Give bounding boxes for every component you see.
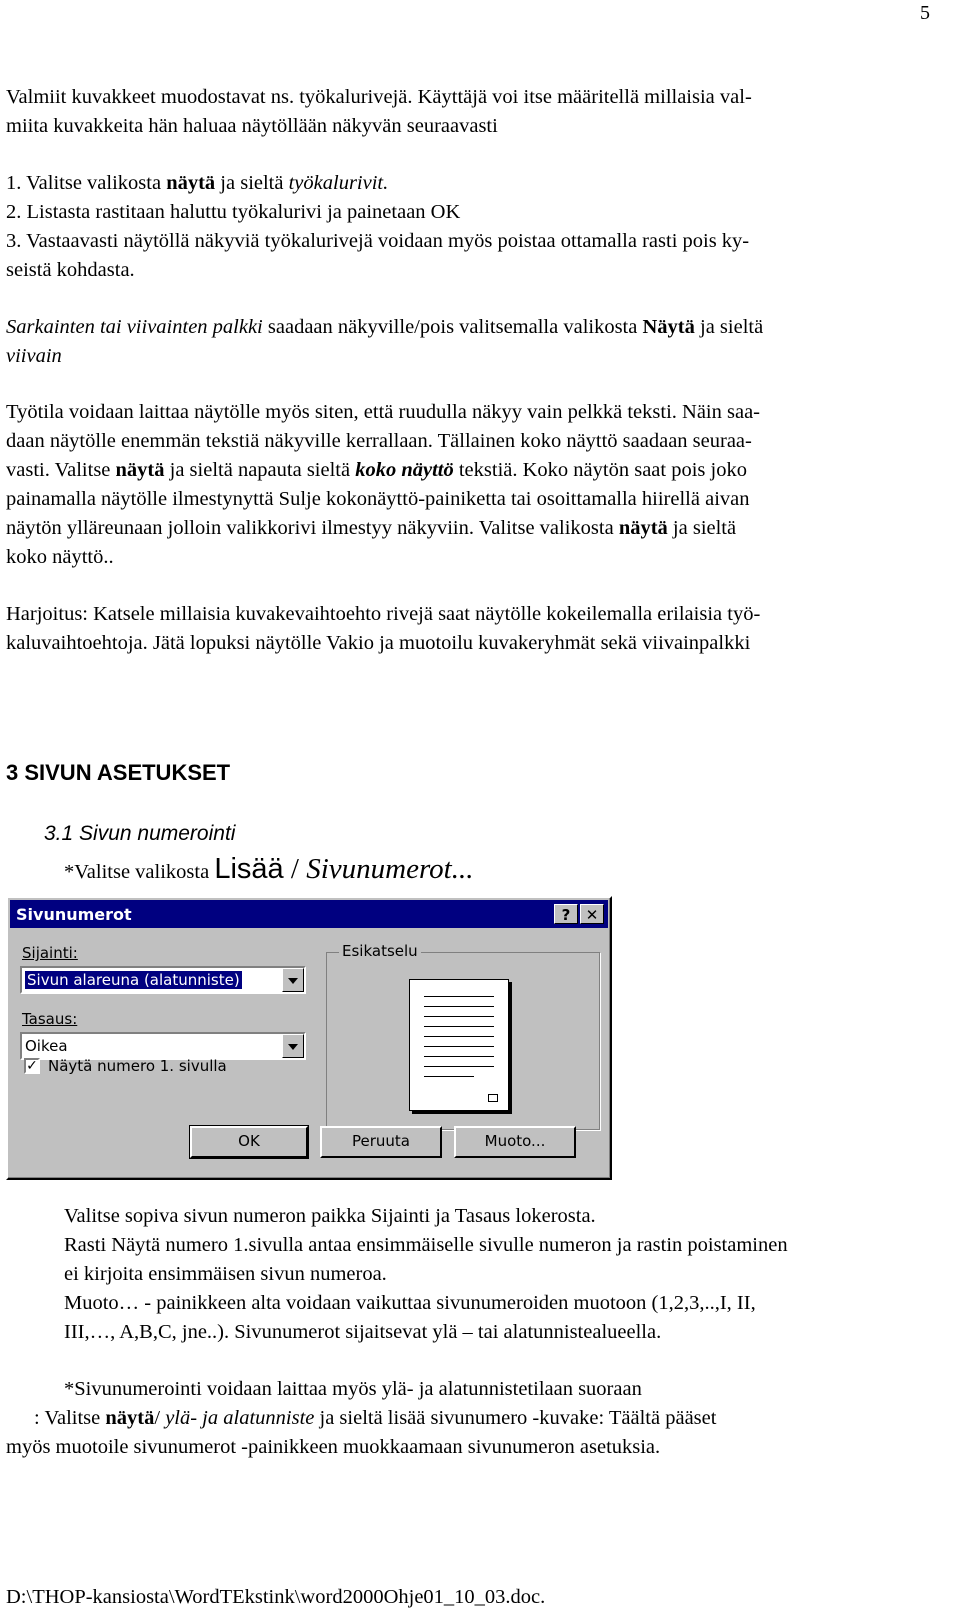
exercise-line-1: Harjoitus: Katsele millaisia kuvakevaihtoehto rivejä saat näytölle kokeilemalla erilaisia työ- [6, 603, 761, 625]
intro-line-2: miita kuvakkeita hän haluaa näytöllään näkyvän seuraavasti [6, 115, 498, 137]
section-heading: 3 SIVUN ASETUKSET [6, 760, 231, 785]
page-numbers-dialog [6, 896, 612, 1180]
page-preview [409, 979, 509, 1111]
preview-label: Esikatselu [339, 942, 421, 960]
after-line-3: ei kirjoita ensimmäisen sivun numeroa. [64, 1263, 387, 1285]
footer-file-path: D:\THOP-kansiosta\WordTEkstink\word2000Ohje01_10_03.doc. [6, 1586, 546, 1608]
intro-line-1: Valmiit kuvakkeet muodostavat ns. työkalurivejä. Käyttäjä voi itse määritellä millaisia val- [6, 86, 752, 108]
step-1: 1. Valitse valikosta näytä ja sieltä työkalurivit. [6, 172, 389, 194]
help-button[interactable]: ? [554, 904, 578, 924]
workspace-line-2: daan näytölle enemmän tekstiä näkyville kerrallaan. Tällainen koko näyttö saadaan seuraa- [6, 430, 752, 452]
after-line-4: Muoto… - painikkeen alta voidaan vaikuttaa sivunumeroiden muotoon (1,2,3,..,I, II, [64, 1292, 756, 1314]
workspace-line-3: vasti. Valitse näytä ja sieltä napauta sieltä koko näyttö tekstiä. Koko näytön saat pois joko [6, 459, 747, 481]
checkbox-label: Näytä numero 1. sivulla [48, 1057, 227, 1075]
step-3-line-2: seistä kohdasta. [6, 259, 135, 281]
workspace-line-4: painamalla näytölle ilmestynyttä Sulje kokonäyttö-painiketta tai osoittamalla hiirellä aivan [6, 488, 750, 510]
instruction-line: *Valitse valikosta Lisää / Sivunumerot... [64, 853, 474, 885]
format-button[interactable]: Muoto... [454, 1126, 576, 1158]
show-first-page-checkbox[interactable]: ✓ [24, 1058, 40, 1074]
position-value: Sivun alareuna (alatunniste) [27, 971, 240, 989]
chevron-down-icon[interactable] [282, 968, 304, 992]
exercise-line-2: kaluvaihtoehtoja. Jätä lopuksi näytölle Vakio ja muotoilu kuvakeryhmät sekä viivainpalkki [6, 632, 751, 654]
preview-group [326, 942, 600, 1130]
close-button[interactable]: ✕ [580, 904, 604, 924]
step-3-line-1: 3. Vastaavasti näytöllä näkyviä työkalurivejä voidaan myös poistaa ottamalla rasti pois ky- [6, 230, 750, 252]
header-footer-line-2: : Valitse näytä/ ylä- ja alatunniste ja sieltä lisää sivunumero -kuvake: Täältä pääset [34, 1407, 717, 1429]
dialog-titlebar [10, 900, 608, 928]
alignment-label: Tasaus: [22, 1010, 78, 1028]
header-footer-line-1: *Sivunumerointi voidaan laittaa myös ylä- ja alatunnistetilaan suoraan [64, 1378, 642, 1400]
after-line-5: III,…, A,B,C, jne..). Sivunumerot sijaitsevat ylä – tai alatunnistealueella. [64, 1321, 662, 1343]
workspace-line-5: näytön ylläreunaan jolloin valikkorivi ilmestyy näkyviin. Valitse valikosta näytä ja sieltä [6, 517, 737, 539]
dialog-title: Sivunumerot [16, 905, 132, 924]
cancel-button[interactable]: Peruuta [320, 1126, 442, 1158]
position-dropdown[interactable] [20, 966, 306, 994]
step-2: 2. Listasta rastitaan haluttu työkalurivi ja painetaan OK [6, 201, 461, 223]
chevron-down-icon[interactable] [282, 1034, 304, 1058]
tabs-paragraph-line-1: Sarkainten tai viivainten palkki saadaan näkyville/pois valitsemalla valikosta Näytä ja sieltä [6, 316, 764, 338]
after-line-1: Valitse sopiva sivun numeron paikka Sijainti ja Tasaus lokerosta. [64, 1205, 596, 1227]
ok-button[interactable]: OK [190, 1126, 308, 1158]
alignment-dropdown[interactable] [20, 1032, 306, 1060]
workspace-line-6: koko näyttö.. [6, 546, 114, 568]
after-line-2: Rasti Näytä numero 1.sivulla antaa ensimmäiselle sivulle numeron ja rastin poistaminen [64, 1234, 788, 1256]
workspace-line-1: Työtila voidaan laittaa näytölle myös siten, että ruudulla näkyy vain pelkkä teksti. Näin saa- [6, 401, 761, 423]
subsection-heading: 3.1 Sivun numerointi [44, 822, 236, 845]
header-footer-line-3: myös muotoile sivunumerot -painikkeen muokkaamaan sivunumeron asetuksia. [6, 1436, 661, 1458]
tabs-paragraph-line-2: viivain [6, 345, 62, 367]
position-label: Sijainti: [22, 944, 78, 962]
alignment-value: Oikea [25, 1037, 68, 1055]
page-number: 5 [920, 2, 930, 24]
